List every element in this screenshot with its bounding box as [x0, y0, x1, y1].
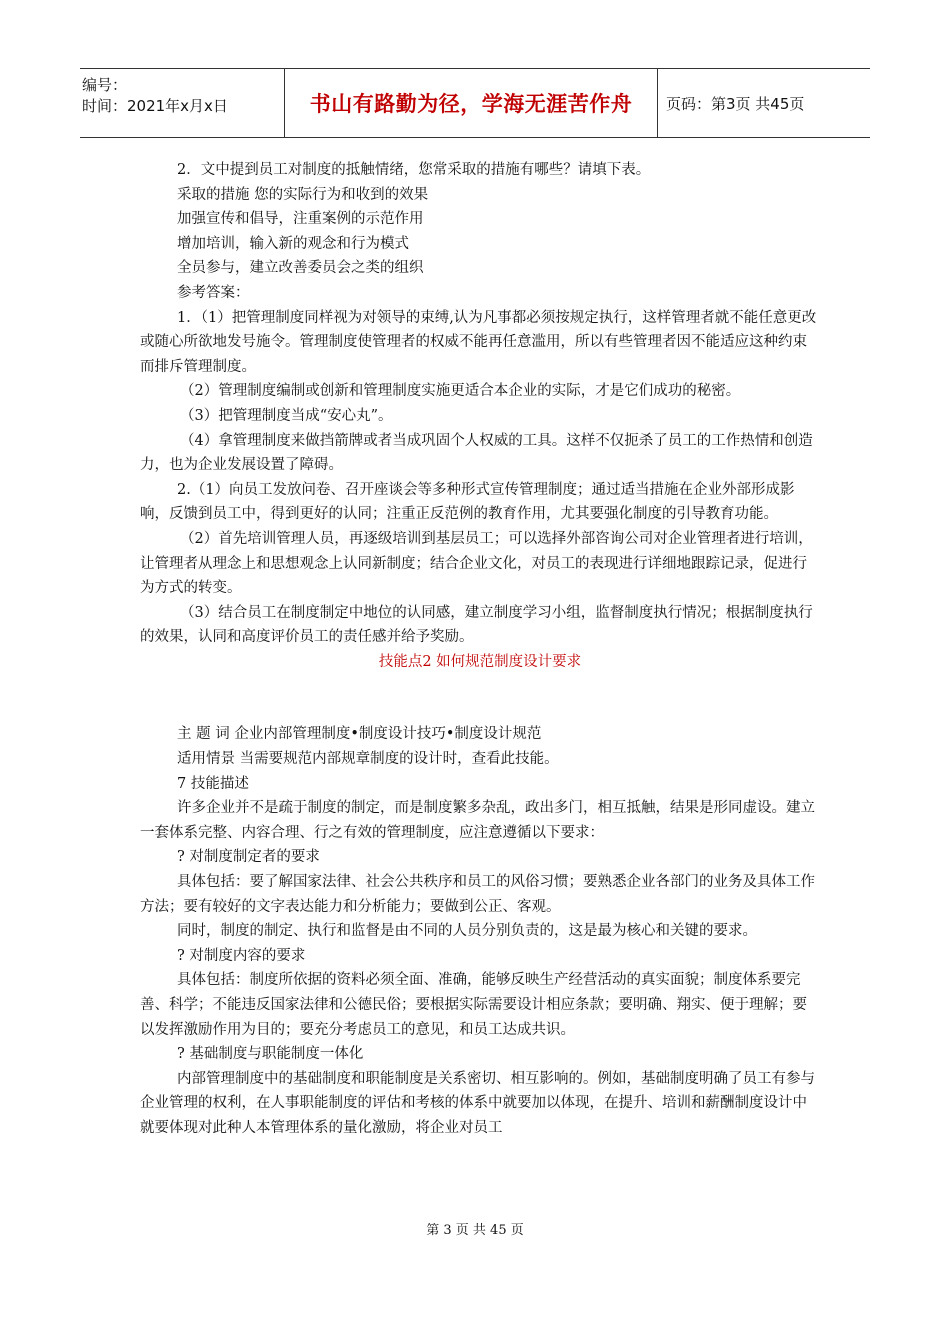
- paragraph: 加强宣传和倡导，注重案例的示范作用: [177, 211, 424, 228]
- paragraph: 同时，制度的制定、执行和监督是由不同的人员分别负责的，这是最为核心和关键的要求。: [177, 923, 757, 940]
- paragraph: 全员参与，建立改善委员会之类的组织: [177, 260, 424, 277]
- paragraph: （3）结合员工在制度制定中地位的认同感，建立制度学习小组，监督制度执行情况；根据制度执行的效果，认同和高度评价员工的责任感并给予奖励。: [140, 604, 813, 646]
- paragraph: 7 技能描述: [177, 775, 249, 792]
- paragraph: （2）管理制度编制或创新和管理制度实施更适合本企业的实际，才是它们成功的秘密。: [180, 383, 741, 400]
- paragraph: ? 基础制度与职能制度一体化: [177, 1046, 364, 1063]
- header-page-info: 页码：第3页 共45页: [666, 94, 805, 113]
- paragraph: 主 题 词 企业内部管理制度•制度设计技巧•制度设计规范: [177, 726, 542, 743]
- paragraph: ? 对制度内容的要求: [177, 947, 306, 964]
- document-body: [140, 158, 820, 1141]
- section-title: 技能点2 如何规范制度设计要求: [378, 653, 582, 670]
- paragraph: ? 对制度制定者的要求: [177, 849, 320, 866]
- header-meta: [80, 69, 285, 137]
- paragraph: （2）首先培训管理人员，再逐级培训到基层员工；可以选择外部咨询公司对企业管理者进行培训，让管理者从理念上和思想观念上认同新制度；结合企业文化，对员工的表现进行详细地跟踪记录，促进行为方式的转变。: [140, 530, 813, 597]
- page-header: [80, 68, 870, 138]
- spacer: [140, 674, 820, 722]
- paragraph: 2.（1）向员工发放问卷、召开座谈会等多种形式宣传管理制度；通过适当措施在企业外部形成影响，反馈到员工中，得到更好的认同；注重正反范例的教育作用，尤其要强化制度的引导教育功能。: [140, 481, 795, 523]
- paragraph: （4）拿管理制度来做挡箭牌或者当成巩固个人权威的工具。这样不仅扼杀了员工的工作热情和创造力，也为企业发展设置了障碍。: [140, 432, 813, 474]
- paragraph: （3）把管理制度当成“安心丸”。: [180, 407, 393, 424]
- paragraph: 参考答案：: [177, 284, 250, 301]
- header-motto: 书山有路勤为径，学海无涯苦作舟: [285, 69, 658, 137]
- document-number-label: 编号：: [82, 76, 128, 94]
- paragraph: 增加培训，输入新的观念和行为模式: [177, 235, 409, 252]
- paragraph: 内部管理制度中的基础制度和职能制度是关系密切、相互影响的。例如，基础制度明确了员工有参与企业管理的权利，在人事职能制度的评估和考核的体系中就要加以体现，在提升、培训和薪酬制度设计中就要体现对此种人本管理体系的量化激励，将企业对员工: [140, 1070, 815, 1136]
- document-time-label: 时间：2021年x月x日: [82, 97, 228, 115]
- paragraph: 采取的措施 您的实际行为和收到的效果: [177, 186, 429, 203]
- paragraph: 具体包括：要了解国家法律、社会公共秩序和员工的风俗习惯；要熟悉企业各部门的业务及具体工作方法；要有较好的文字表达能力和分析能力；要做到公正、客观。: [140, 874, 815, 915]
- paragraph: 2．文中提到员工对制度的抵触情绪，您常采取的措施有哪些？请填下表。: [177, 162, 651, 178]
- paragraph: 许多企业并不是疏于制度的制定，而是制度繁多杂乱，政出多门，相互抵触，结果是形同虚设。建立一套体系完整、内容合理、行之有效的管理制度，应注意遵循以下要求：: [140, 800, 815, 841]
- paragraph: 具体包括：制度所依据的资料必须全面、准确，能够反映生产经营活动的真实面貌；制度体系要完善、科学；不能违反国家法律和公德民俗；要根据实际需要设计相应条款；要明确、翔实、便于理解；要以发挥激励作用为目的；要充分考虑员工的意见，和员工达成共识。: [140, 972, 807, 1038]
- paragraph: 1．（1）把管理制度同样视为对领导的束缚,认为凡事都必须按规定执行，这样管理者就不能任意更改或随心所欲地发号施令。管理制度使管理者的权威不能再任意滥用，所以有些管理者因不能适应这种约束而排斥管理制度。: [140, 309, 817, 375]
- page-footer: 第 3 页 共 45 页: [426, 1223, 524, 1238]
- paragraph: 适用情景 当需要规范内部规章制度的设计时，查看此技能。: [177, 751, 559, 768]
